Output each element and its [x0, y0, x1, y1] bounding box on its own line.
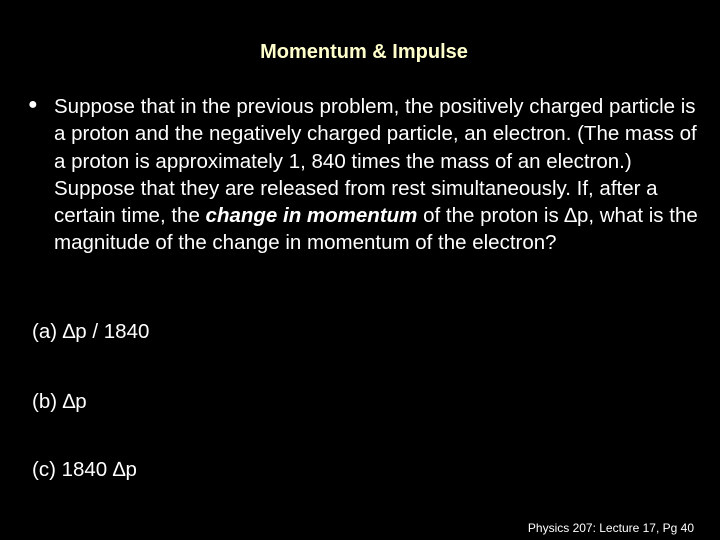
choice-a: (a) ∆p / 1840 [32, 320, 150, 343]
question-part-2: of the proton is ∆p, what is the magnitude of the change in momentum of the electron? [54, 204, 698, 255]
question-text [54, 93, 704, 257]
slide-title: Momentum & Impulse [260, 41, 468, 63]
bullet-icon: ● [28, 96, 38, 113]
choice-c: (c) 1840 ∆p [32, 458, 137, 481]
question-part-1: Suppose that in the previous problem, the positively charged particle is a proton and the negatively charged particle, an electron. (The mass of a proton is approximately 1, 840 times the mass of an electron.) Suppose that they are released from rest simultaneously. If, after a certain time, the [54, 95, 697, 228]
choice-b: (b) ∆p [32, 390, 87, 413]
slide-footer: Physics 207: Lecture 17, Pg 40 [527, 521, 694, 535]
question-emphasis: change in momentum [205, 204, 418, 228]
